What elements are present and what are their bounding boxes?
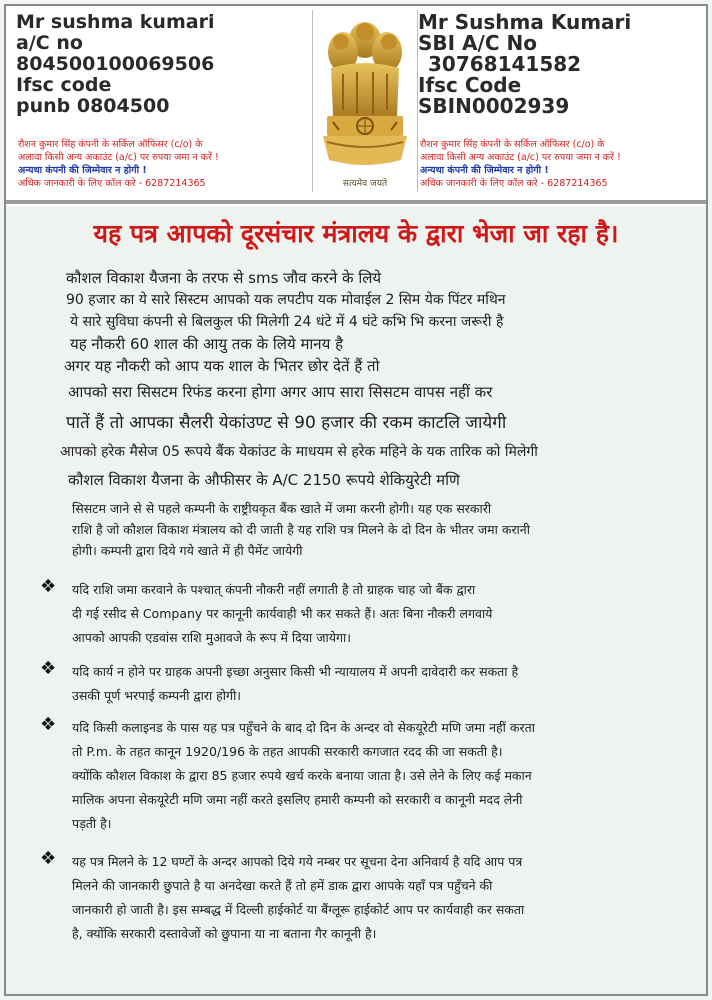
right-notice-line-2: अलावा किसी अन्य अकाउंट (a/c) पर रुपया जमा न करें ! bbox=[420, 152, 621, 163]
body-line: कौशल विकाश यैजना के औफीसर के A/C 2150 रूपये शेकियुरेटी मणि bbox=[68, 471, 460, 489]
emblem-motto: सत्यमेव जयते bbox=[342, 179, 388, 189]
body-line: यह नौकरी 60 शाल की आयु तक के लिये मानय है bbox=[70, 335, 344, 353]
bullet-line: पड़ती है। bbox=[72, 816, 112, 831]
bullet-line: यदि कार्य न होने पर ग्राहक अपनी इच्छा अनुसार किसी भी न्यायालय में अपनी दावेदारी कर सकता है bbox=[72, 664, 519, 679]
security-paragraph bbox=[72, 498, 702, 561]
bullet-line: जानकारी हो जाती है। इस सम्बद्ध में दिल्ली हाईकोर्ट या बैंग्लूरू हाईकोर्ट आप पर कार्यवाही कर सकता bbox=[72, 902, 525, 917]
lion-capital-icon bbox=[313, 10, 417, 175]
bullet-line: तो P.m. के तहत कानून 1920/196 के तहत आपकी सरकारी कगजात रदद की जा सकती है। bbox=[72, 744, 503, 759]
headline: यह पत्र आपको दूरसंचार मंत्रालय के द्वारा भेजा जा रहा है। bbox=[93, 219, 619, 248]
body-line: कौशल विकाश यैजना के तरफ से sms जौव करने के लिये bbox=[66, 269, 382, 287]
bullet-line: क्योंकि कौशल विकाश के द्वारा 85 हजार रुपये खर्च करके बनाया जाता है। उसे लेने के लिए कई मकान bbox=[72, 768, 532, 783]
right-notice-line-4: अधिक जानकारी के लिए कॉल करे - 6287214365 bbox=[420, 178, 608, 189]
right-account-ac-label: SBI A/C No bbox=[418, 31, 537, 55]
bullet-icon: ❖ bbox=[40, 658, 57, 679]
body-line: पातें हैं तो आपका सैलरी येकांउण्ट से 90 हजार की रकम काटलि जायेगी bbox=[66, 413, 507, 433]
bullet-line: आपको आपकी एडवांस राशि मुआवजे के रूप में दिया जायेगा। bbox=[72, 630, 352, 645]
bullet-line: है, क्योंकि सरकारी दस्तावेजों को छुपाना या ना बताना गैर कानूनी है। bbox=[72, 926, 377, 941]
bullet-line: उसकी पूर्ण भरपाई कम्पनी द्वारा होगी। bbox=[72, 688, 242, 703]
right-notice-line-3: अन्यथा कंपनी की जिम्मेवार न होगी ! bbox=[420, 165, 549, 176]
bullet-line: यदि राशि जमा करवाने के पश्चात् कंपनी नौकरी नहीं लगाती है तो ग्राहक चाह जो बैंक द्वारा bbox=[72, 582, 476, 597]
letter-page bbox=[4, 4, 708, 996]
bullet-icon: ❖ bbox=[40, 848, 57, 869]
left-account-ac-label: a/C no bbox=[16, 32, 83, 54]
body-line: आपको हरेक मैसेज 05 रूपये बैंक येकांउट के माधयम से हरेक महिने के यक तारिक को मिलेगी bbox=[60, 444, 538, 460]
left-notice bbox=[18, 138, 310, 190]
security-line: राशि है जो कौशल विकाश मंत्रालय को दी जाती है यह राशि पत्र मिलने के दो दिन के भीतर जमा करानी bbox=[72, 522, 530, 537]
body-line: आपको सरा सिसटम रिफंड करना होगा अगर आप सारा सिसटम वापस नहीं कर bbox=[68, 383, 493, 401]
bullet-paragraph-3 bbox=[72, 716, 702, 836]
right-account-ifsc-code: SBIN0002939 bbox=[418, 94, 570, 118]
left-notice-line-1: रौशन कुमार सिंह कंपनी के सर्किल ऑफिसर (c/o) के bbox=[18, 139, 203, 150]
left-account-name: Mr sushma kumari bbox=[16, 11, 215, 33]
body-line: ये सारे सुविघा कंपनी से बिलकुल फी मिलेगी 24 धंटे में 4 घंटे कभि भि करना जरूरी है bbox=[70, 314, 504, 330]
right-notice bbox=[420, 138, 712, 190]
left-account-block bbox=[16, 12, 306, 117]
right-account-ifsc-label: Ifsc Code bbox=[418, 73, 522, 97]
right-account-name: Mr Sushma Kumari bbox=[418, 10, 632, 34]
bullet-paragraph-4 bbox=[72, 850, 702, 946]
header-divider bbox=[6, 200, 706, 204]
bullet-paragraph-1 bbox=[72, 578, 702, 650]
right-account-number: 30768141582 bbox=[428, 52, 582, 76]
bullet-icon: ❖ bbox=[40, 576, 57, 597]
bullet-line: मालिक अपना सेकयूरेटी मणि जमा नहीं करते इसलिए हमारी कम्पनी को सरकारी व कानूनी मदद लेनी bbox=[72, 792, 523, 807]
left-notice-line-3: अन्यथा कंपनी की जिम्मेवार न होगी ! bbox=[18, 165, 147, 176]
body-line: अगर यह नौकरी को आप यक शाल के भितर छोर देतें हैं तो bbox=[64, 357, 380, 375]
left-notice-line-2: अलावा किसी अन्य अकाउंट (a/c) पर रुपया जमा न करें ! bbox=[18, 152, 219, 163]
bullet-line: मिलने की जानकारी छुपाते है या अनदेखा करते हैं तो हमें डाक द्वारा आपके यहाँ पत्र पहुँचने की bbox=[72, 878, 493, 893]
bullet-line: यह पत्र मिलने के 12 घण्टों के अन्दर आपको दिये गये नम्बर पर सूचना देना अनिवार्य है यदि आप पत्र bbox=[72, 854, 523, 869]
bullet-icon: ❖ bbox=[40, 714, 57, 735]
security-line: होगी। कम्पनी द्वारा दिये गये खाते में ही पैमेंट जायेगी bbox=[72, 543, 303, 558]
right-notice-line-1: रौशन कुमार सिंह कंपनी के सर्किल ऑफिसर (c/o) के bbox=[420, 139, 605, 150]
letter-header bbox=[6, 6, 706, 206]
left-account-number: 804500100069506 bbox=[16, 53, 215, 75]
right-account-block bbox=[418, 12, 708, 117]
security-line: सिसटम जाने से से पहले कम्पनी के राष्ट्रीयकृत बैंक खाते में जमा करनी होगी। यह एक सरकारी bbox=[72, 501, 492, 516]
left-account-ifsc-code: punb 0804500 bbox=[16, 95, 170, 117]
national-emblem bbox=[312, 10, 418, 192]
bullet-line: यदि किसी कलाइनड के पास यह पत्र पहुँचने के बाद दो दिन के अन्दर वो सेकयूरेटी मणि जमा नहीं करता bbox=[72, 720, 535, 735]
bullet-line: दी गई रसीद से Company पर कानूनी कार्यवाही भी कर सकते हैं। अतः बिना नौकरी लगवाये bbox=[72, 606, 493, 621]
left-notice-line-4: अधिक जानकारी के लिए कॉल करे - 6287214365 bbox=[18, 178, 206, 189]
bullet-paragraph-2 bbox=[72, 660, 702, 708]
left-account-ifsc-label: Ifsc code bbox=[16, 74, 112, 96]
body-line: 90 हजार का ये सारे सिस्टम आपको यक लपटीप यक मोवाईल 2 सिम येक पिंटर मथिन bbox=[66, 292, 506, 308]
